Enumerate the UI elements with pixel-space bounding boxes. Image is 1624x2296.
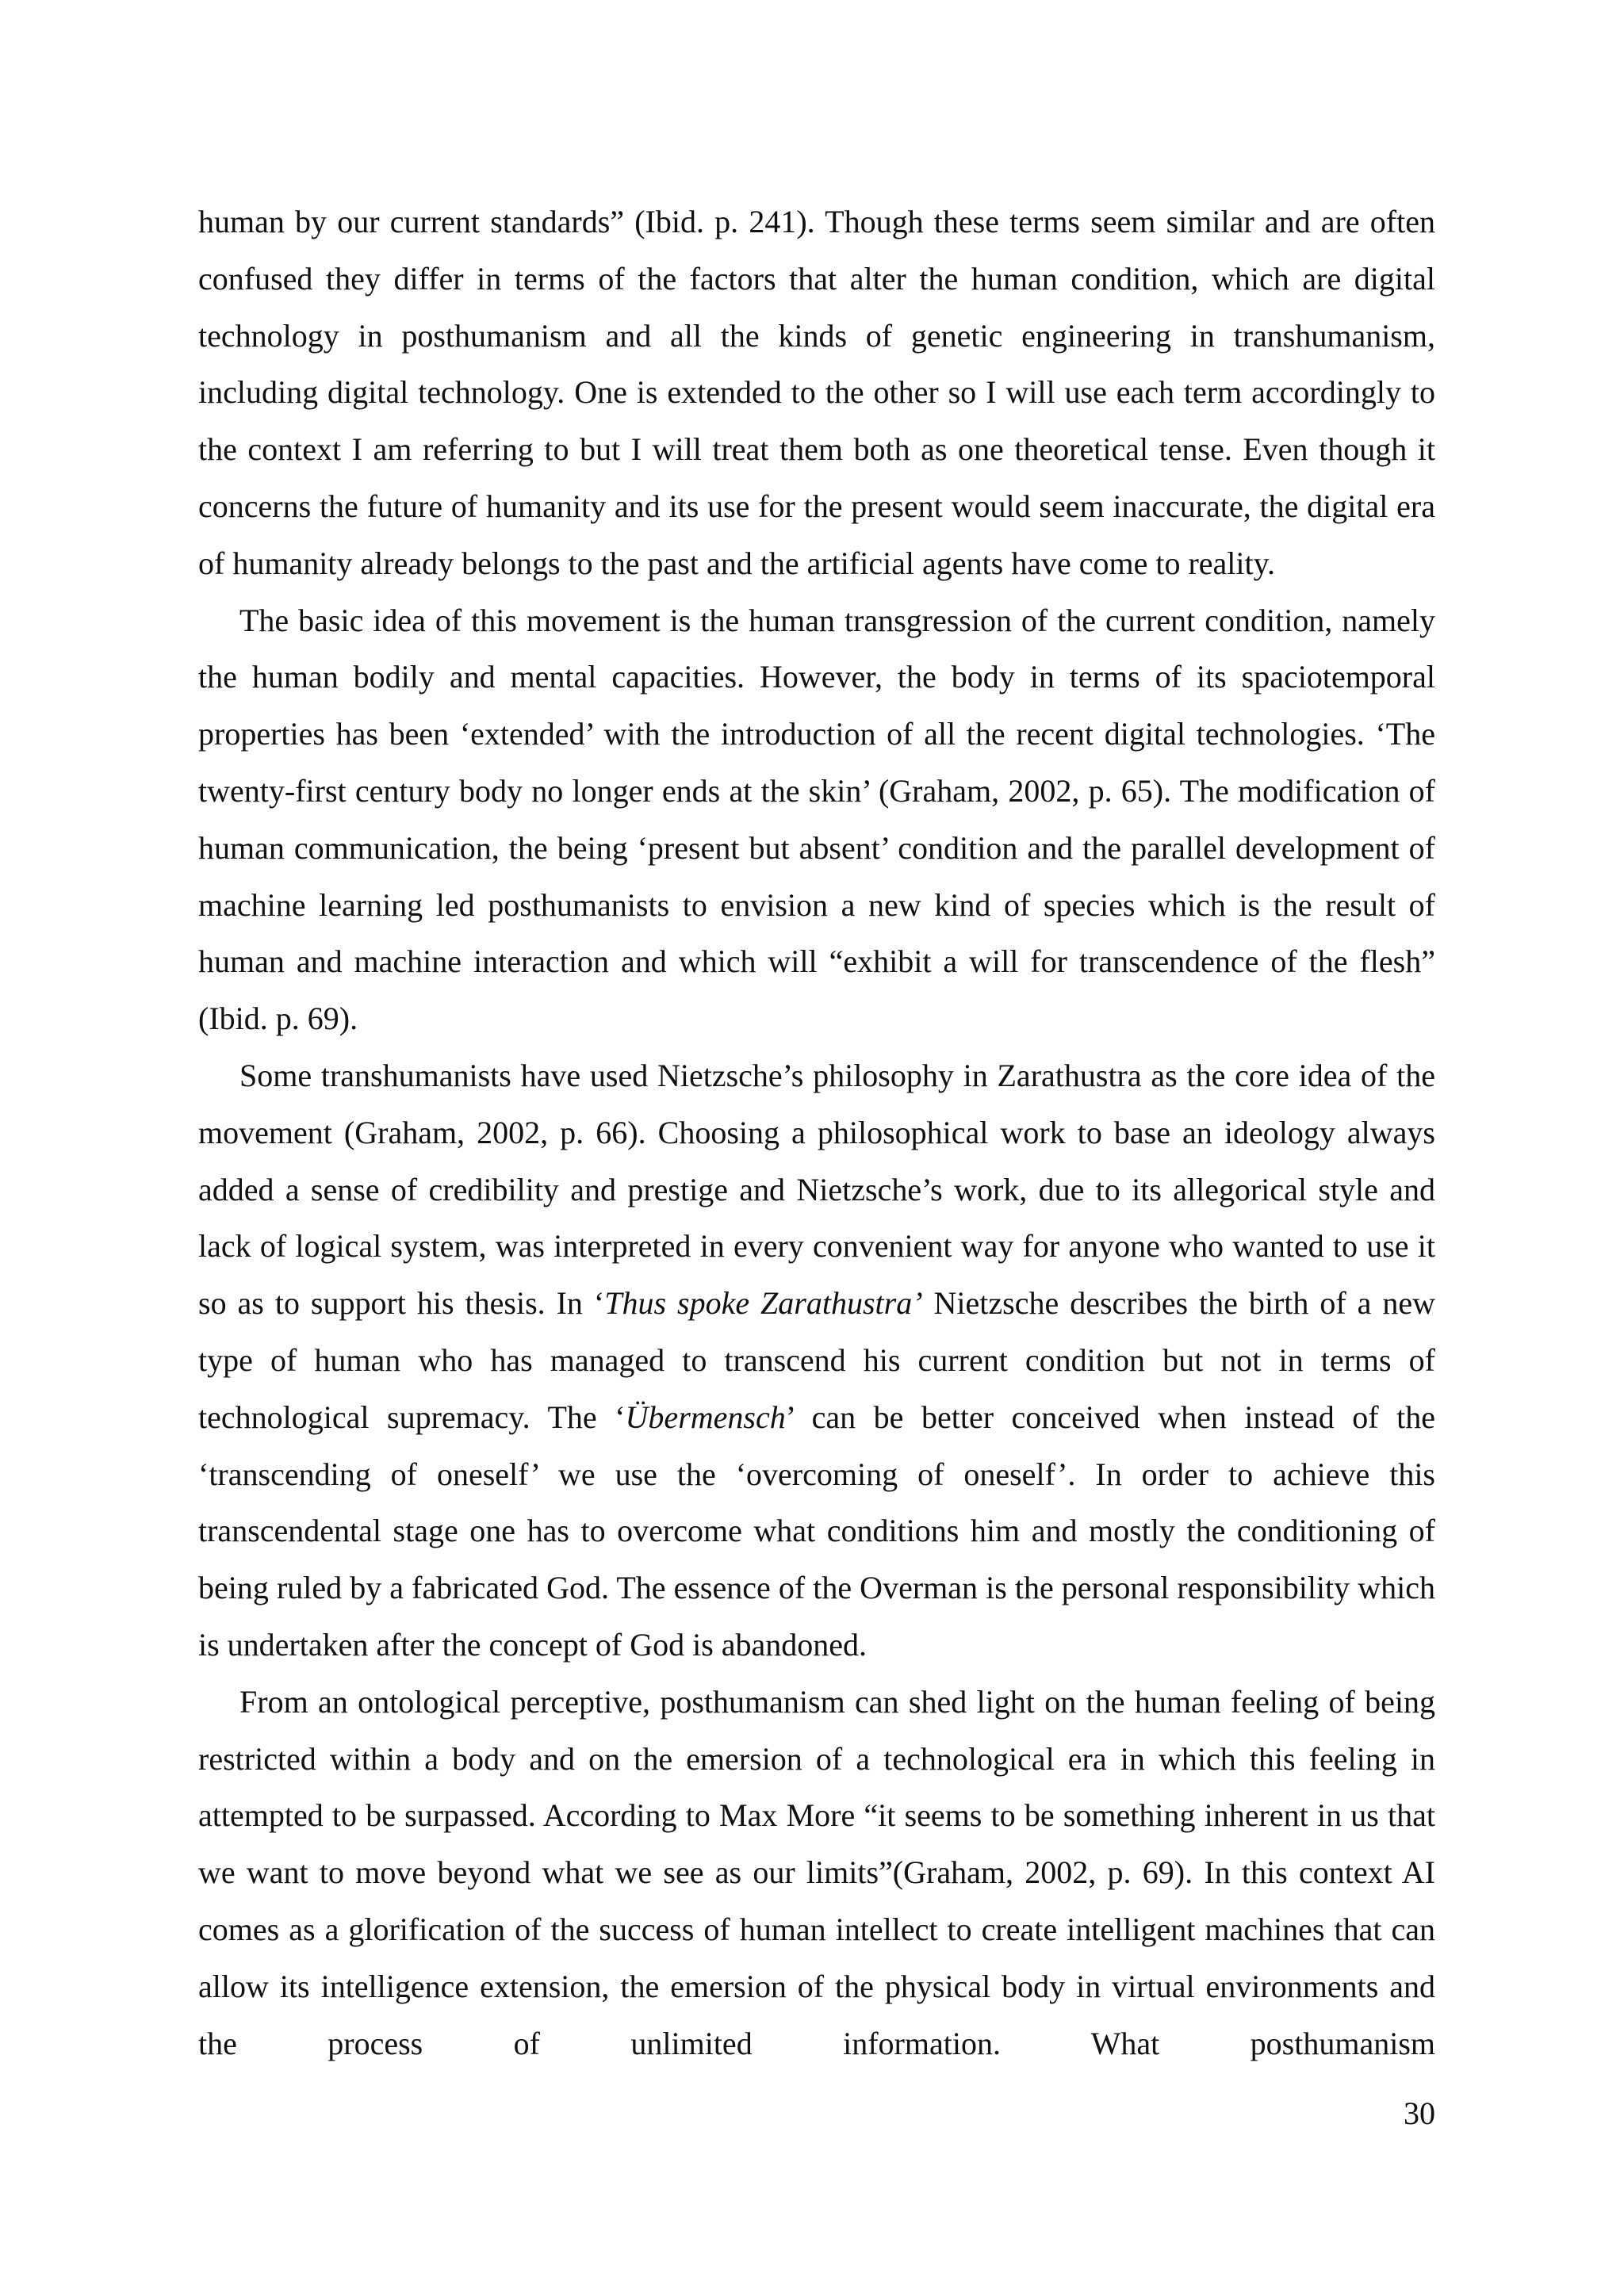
paragraph-3-text-b: Nietzsche describes the birth of a new type of human who has managed to transcend his current condition but not in terms of technological supremacy. The ‘ [198, 1285, 1436, 1435]
paragraph-4: From an ontological perceptive, posthumanism can shed light on the human feeling of being restricted within a body and on the emersion of a technological era in which this feeling in attempted to be surpassed. According to Max More “it seems to be something inherent in us that we want to move beyond what we see as our limits”(Graham, 2002, p. 69). In this context AI comes as a glorification of the success of human intellect to create intelligent machines that can allow its intelligence extension, the emersion of the physical body in virtual environments and the process of unlimited information. What posthumanism [198, 1683, 1435, 2061]
work-title-zarathustra: Thus spoke Zarathustra’ [604, 1285, 923, 1322]
paragraph-2: The basic idea of this movement is the human transgression of the current condition, namely the human bodily and mental capacities. However, the body in terms of its spaciotemporal properties has been ‘extended’ with the introduction of all the recent digital technologies. ‘The twenty-first century body no longer ends at the skin’ (Graham, 2002, p. 65). The modification of human communication, the being ‘present but absent’ condition and the parallel development of machine learning led posthumanists to envision a new kind of species which is the result of human and machine interaction and which will “exhibit a will for transcendence of the flesh” (Ibid. p. 69). [198, 602, 1435, 1037]
paragraph-3-text-a: Some transhumanists have used Nietzsche’s philosophy in Zarathustra as the core idea of the movement (Graham, 2002, p. 66). Choosing a philosophical work to base an ideology always added a sense of credibility and prestige and Nietzsche’s work, due to its allegorical style and lack of logical system, was interpreted in every convenient way for anyone who wanted to use it so as to support his thesis. In ‘ [198, 1057, 1435, 1322]
term-ubermensch: Übermensch [625, 1399, 786, 1435]
body-text [198, 193, 1435, 2072]
page-number: 30 [1404, 2095, 1435, 2131]
paragraph-3 [198, 1047, 1435, 1674]
paragraph-1: human by our current standards” (Ibid. p. 241). Though these terms seem similar and are often confused they differ in terms of the factors that alter the human condition, which are digital technology in posthumanism and all the kinds of genetic engineering in transhumanism, including digital technology. One is extended to the other so I will use each term accordingly to the context I am referring to but I will treat them both as one theoretical tense. Even though it concerns the future of humanity and its use for the present would seem inaccurate, the digital era of humanity already belongs to the past and the artificial agents have come to reality. [198, 204, 1435, 581]
paragraph-3-text-c: ’ can be better conceived when instead of the ‘transcending of oneself’ we use the ‘overcoming of oneself’. In order to achieve this transcendental stage one has to overcome what conditions him and mostly the conditioning of being ruled by a fabricated God. The essence of the Overman is the personal responsibility which is undertaken after the concept of God is abandoned. [198, 1399, 1435, 1663]
